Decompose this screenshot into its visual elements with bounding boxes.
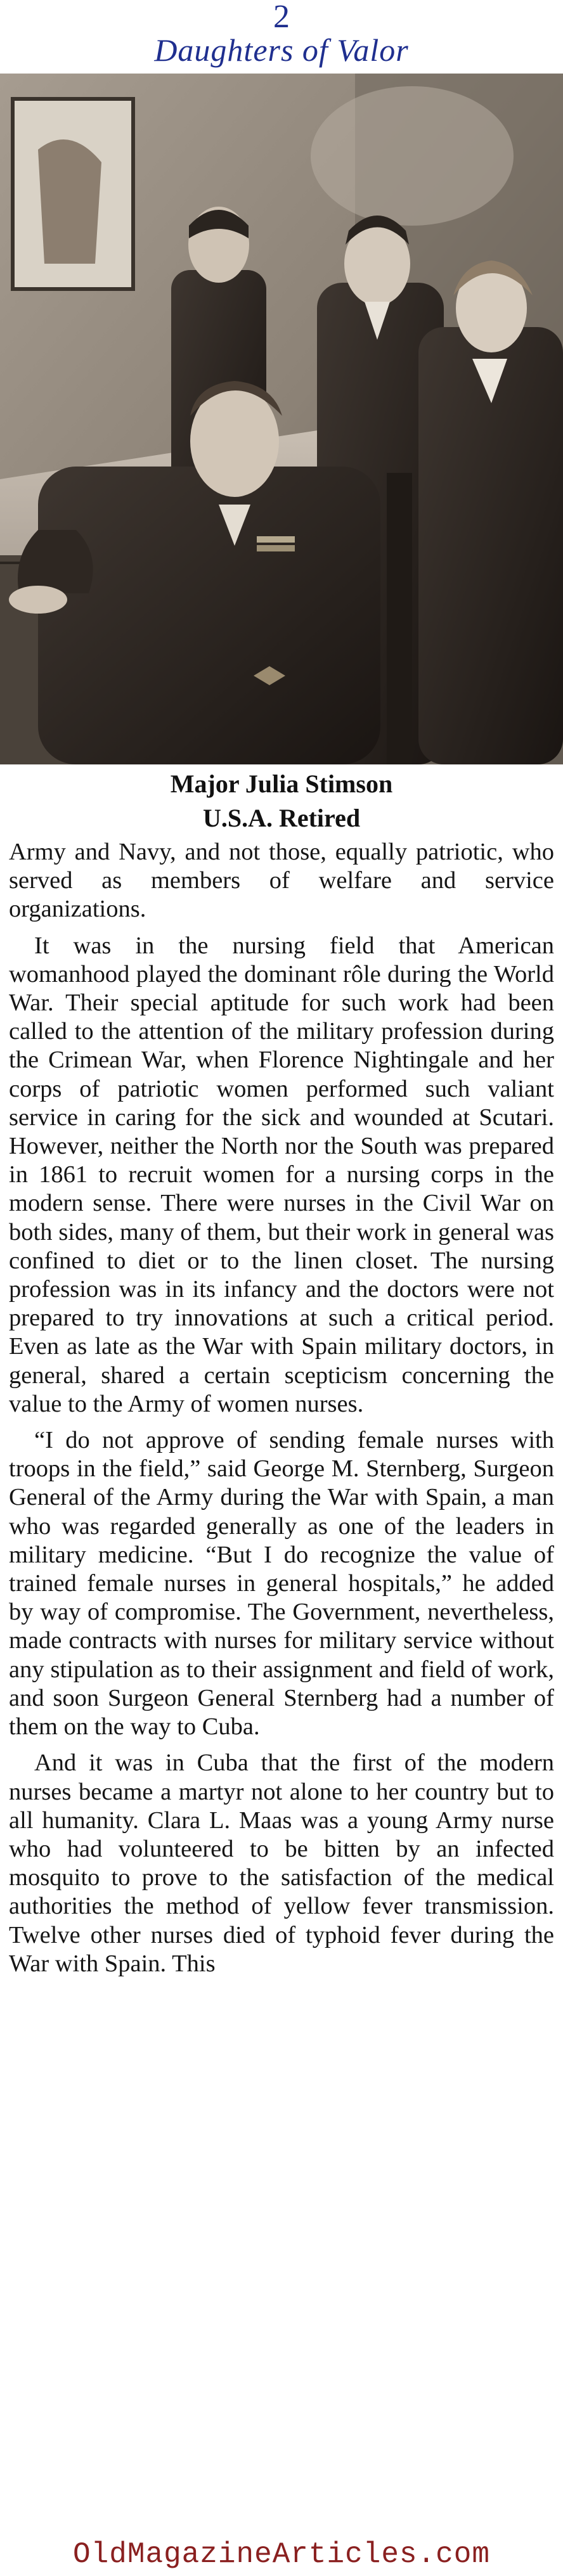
series-title: Daughters of Valor: [154, 32, 409, 68]
site-watermark: OldMagazineArticles.com: [73, 2538, 490, 2571]
photo-caption: [0, 767, 563, 835]
article-body: [9, 838, 554, 1986]
page-number: 2: [273, 0, 290, 35]
caption-name: Major Julia Stimson: [170, 770, 393, 798]
article-paragraph: It was in the nursing field that American womanhood played the dominant rôle during the World War. Their special aptitude for such work had been called to the attention of the military profession during the Crimean War, when Florence Nightingale and her corps of patriotic women performed such valiant service in caring for the sick and wounded at Scutari. However, neither the North nor the South was prepared in 1861 to recruit women for a nursing corps in the modern sense. There were nurses in the Civil War on both sides, many of them, but their work in general was confined to diet or to the linen closet. The nursing profession was in its infancy and the doctors were not prepared to try innovations at such a critical period. Even as late as the War with Spain military doctors, in general, shared a certain scepticism concerning the value to the Army of women nurses.: [9, 932, 554, 1417]
historical-photo: [0, 74, 563, 764]
article-paragraph: Army and Navy, and not those, equally patriotic, who served as members of welfare and service organizations.: [9, 839, 554, 923]
photo-illustration: [0, 74, 563, 764]
article-paragraph: And it was in Cuba that the first of the modern nurses became a martyr not alone to her country but to all humanity. Clara L. Maas was a young Army nurse who had volunteered to be bitten by an infected mosquito to prove to the satisfaction of the medical authorities the method of yellow fever transmission. Twelve other nurses died of typhoid fever during the War with Spain. This: [9, 1749, 554, 1977]
article-paragraph: “I do not approve of sending female nurses with troops in the field,” said George M. Sternberg, Surgeon General of the Army during the War with Spain, a man who was regarded generally as one of the leaders in military medicine. “But I do recognize the value of trained female nurses in general hospitals,” he added by way of compromise. The Government, nevertheless, made contracts with nurses for military service without any stipulation as to their assignment and field of work, and soon Surgeon General Sternberg had a number of them on the way to Cuba.: [9, 1427, 554, 1741]
caption-rank: U.S.A. Retired: [202, 804, 361, 832]
